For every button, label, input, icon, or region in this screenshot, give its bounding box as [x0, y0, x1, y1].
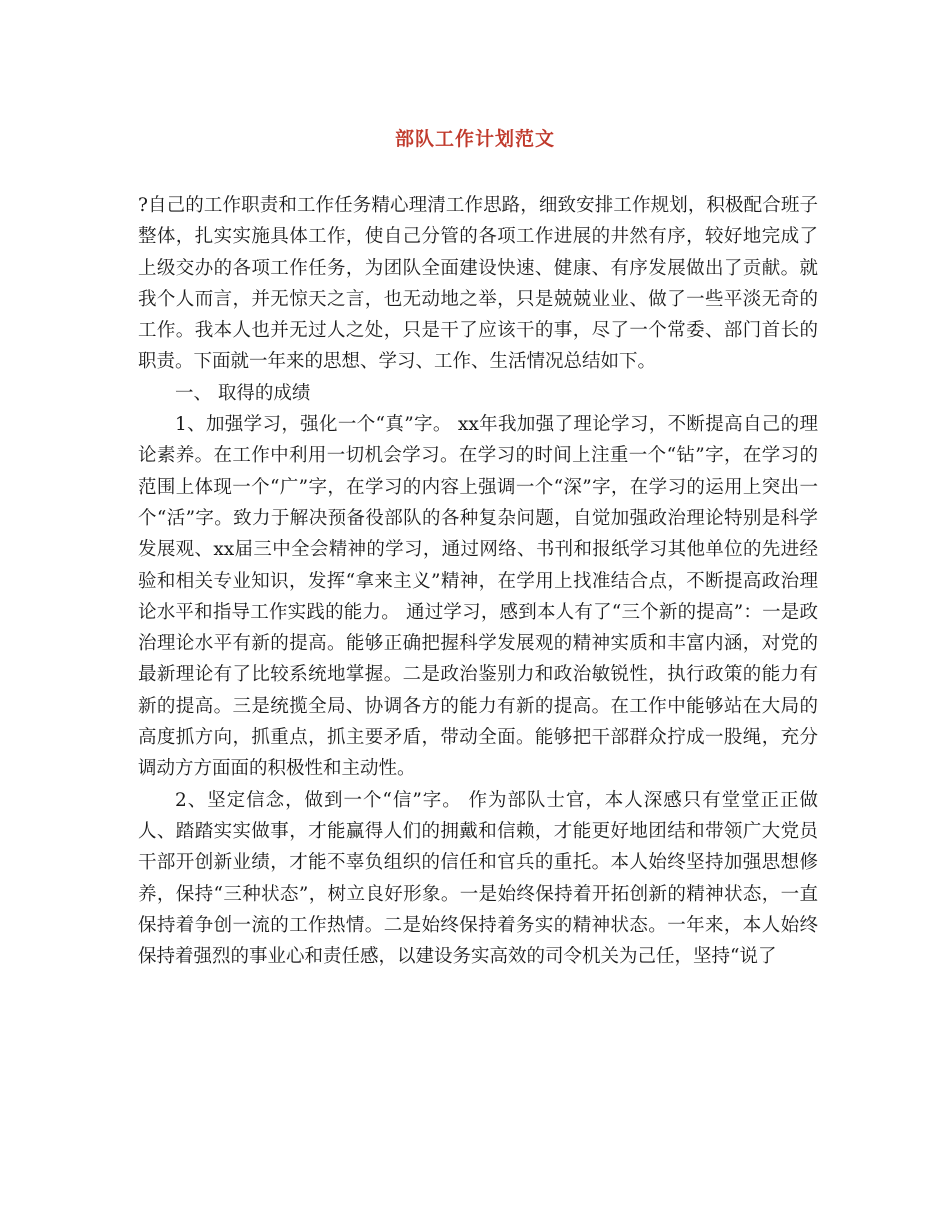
document-title: 部队工作计划范文: [394, 128, 555, 150]
paragraph-belief: 2、坚定信念，做到一个“信”字。 作为部队士官，本人深感只有堂堂正正做人、踏踏实实做事，才能赢得人们的拥戴和信赖，才能更好地团结和带领广大党员干部开创新业绩，才能不辜负组织的信任和官兵的重托。本人始终坚持加强思想修养，保持“三种状态”，树立良好形象。一是始终保持着开拓创新的精神状态，一直保持着争创一流的工作热情。二是始终保持着务实的精神状态。一年来，本人始终保持着强烈的事业心和责任感，以建设务实高效的司令机关为己任，坚持“说了: [138, 789, 818, 968]
document-body: [138, 190, 818, 972]
section-heading-achievements: 一、 取得的成绩: [175, 382, 311, 404]
paragraph-intro: ?自己的工作职责和工作任务精心理清工作思路，细致安排工作规划，积极配合班子整体，扎实实施具体工作，使自己分管的各项工作进展的井然有序，较好地完成了上级交办的各项工作任务，为团队全面建设快速、健康、有序发展做出了贡献。就我个人而言，并无惊天之言，也无动地之举，只是兢兢业业、做了一些平淡无奇的工作。我本人也并无过人之处，只是干了应该干的事，尽了一个常委、部门首长的职责。下面就一年来的思想、学习、工作、生活情况总结如下。: [138, 195, 818, 373]
paragraph-study: 1、加强学习，强化一个“真”字。 xx年我加强了理论学习，不断提高自己的理论素养。在工作中利用一切机会学习。在学习的时间上注重一个“钻”字，在学习的范围上体现一个“广”字，在学习的内容上强调一个“深”字，在学习的运用上突出一个“活”字。致力于解决预备役部队的各种复杂问题，自觉加强政治理论特别是科学发展观、xx届三中全会精神的学习，通过网络、书刊和报纸学习其他单位的先进经验和相关专业知识，发挥“拿来主义”精神，在学用上找准结合点，不断提高政治理论水平和指导工作实践的能力。 通过学习，感到本人有了“三个新的提高”：一是政治理论水平有新的提高。能够正确把握科学发展观的精神实质和丰富内涵，对党的最新理论有了比较系统地掌握。二是政治鉴别力和政治敏锐性，执行政策的能力有新的提高。三是统揽全局、协调各方的能力有新的提高。在工作中能够站在大局的高度抓方向，抓重点，抓主要矛盾，带动全面。能够把干部群众拧成一股绳，充分调动方方面面的积极性和主动性。: [138, 414, 818, 780]
